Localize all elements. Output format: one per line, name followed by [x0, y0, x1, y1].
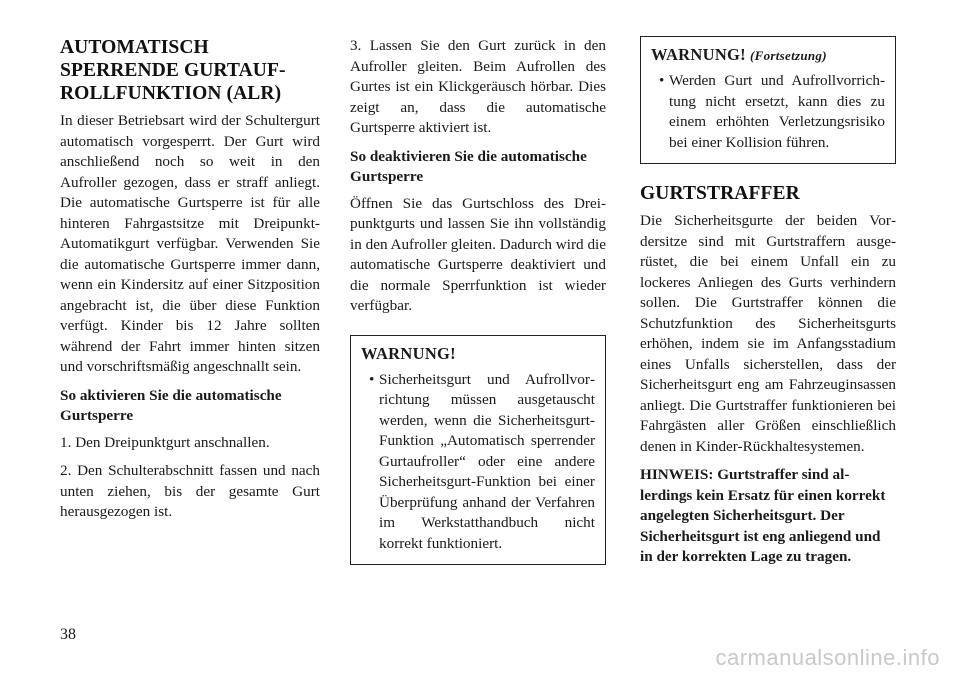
column-left [60, 36, 320, 531]
column-right [640, 36, 896, 576]
warning-box-continued [640, 36, 896, 164]
activate-subheading: So aktivieren Sie die automatische Gurtsperre [60, 386, 282, 424]
alr-intro-paragraph: In dieser Betriebsart wird der Schultergurt automatisch vorgesperrt. Der Gurt wird anschließend noch so weit in den Aufroller gezogen, dass er straff anliegt. Die automatische Gurtsperre ist für alle hinteren Fahrgastsitze mit Dreipunkt-Automatikgurt verfügbar. Verwenden Sie die automatische Gurtsperre immer dann, wenn ein Kindersitz auf einer Sitzposition angebracht ist, die über diese Funktion verfügt. Kinder bis 12 Jahre sollten während der Fahrt immer hinten sitzen und vorschriftsmäßig angeschnallt sein. [60, 112, 320, 375]
page-number: 38 [60, 626, 76, 643]
warning-title-text: WARNUNG! [651, 45, 746, 64]
step-3: 3. Lassen Sie den Gurt zurück in den Aufroller gleiten. Beim Aufrollen des Gurtes ist ein Klickgeräusch hörbar. Dies zeigt an, dass die automatische Gurtsperre aktiviert ist. [350, 37, 606, 136]
warning-item: • Werden Gurt und Aufrollvorrichtung nicht ersetzt, kann dies zu einem erhöhten Verletzungsrisiko bei einer Kollision führen. [651, 71, 885, 153]
warning-list [361, 370, 595, 555]
step-1: 1. Den Dreipunktgurt anschnallen. [60, 433, 270, 451]
step-2: 2. Den Schulterabschnitt fassen und nach unten ziehen, bis der gesamte Gurt herausgezogen ist. [60, 462, 320, 520]
section-heading-gurtstraffer: GURTSTRAFFER [640, 183, 800, 204]
column-middle [350, 36, 606, 565]
warning-box [350, 335, 606, 566]
gurtstraffer-paragraph: Die Sicherheitsgurte der beiden Vordersitze sind mit Gurtstraffern ausgerüstet, die bei einem Unfall ein zu lockeres Anliegen des Gurts verhindern sollen. Die Gurtstraffer können die Schutzfunktion des Sicherheitsgurts erhöhen, indem sie im Anfangsstadium eines Unfalls sicherstellen, dass der Sicherheitsgurt eng am Fahrzeuginsassen anliegt. Die Gurtstraffer funktionieren bei Fahrgästen aller Größen einschließlich denen in Kinder-Rückhaltesystemen. [640, 212, 896, 455]
warning-list [651, 71, 885, 153]
watermark-text: carmanualsonline.info [715, 645, 940, 670]
warning-continued-label: (Fortsetzung) [749, 48, 827, 63]
warning-title-continued [651, 45, 885, 65]
deactivate-paragraph: Öffnen Sie das Gurtschloss des Dreipunktgurts und lassen Sie ihn vollständig in den Aufroller gleiten. Dadurch wird die automatische Gurtsperre deaktiviert und die normale Sperrfunktion ist wieder verfügbar. [350, 194, 606, 314]
section-heading-alr: AUTOMATISCH SPERRENDE GURTAUFROLLFUNKTION (ALR) [60, 37, 286, 104]
warning-title: WARNUNG! [361, 343, 456, 363]
deactivate-subheading: So deaktivieren Sie die automatische Gurtsperre [350, 147, 587, 185]
note-paragraph: HINWEIS: Gurtstraffer sind allerdings kein Ersatz für einen korrekt angelegten Sicherheitsgurt. Der Sicherheitsgurt ist eng anliegend und in der korrekten Lage zu tragen. [640, 466, 886, 565]
warning-item: • Sicherheitsgurt und Aufrollvorrichtung müssen ausgetauscht werden, wenn die Sicherheitsgurt-Funktion „Automatisch sperrender Gurtaufroller“ oder eine andere Sicherheitsgurt-Funktion bei einer Überprüfung anhand der Verfahren im Werkstatthandbuch nicht korrekt funktioniert. [361, 370, 595, 555]
